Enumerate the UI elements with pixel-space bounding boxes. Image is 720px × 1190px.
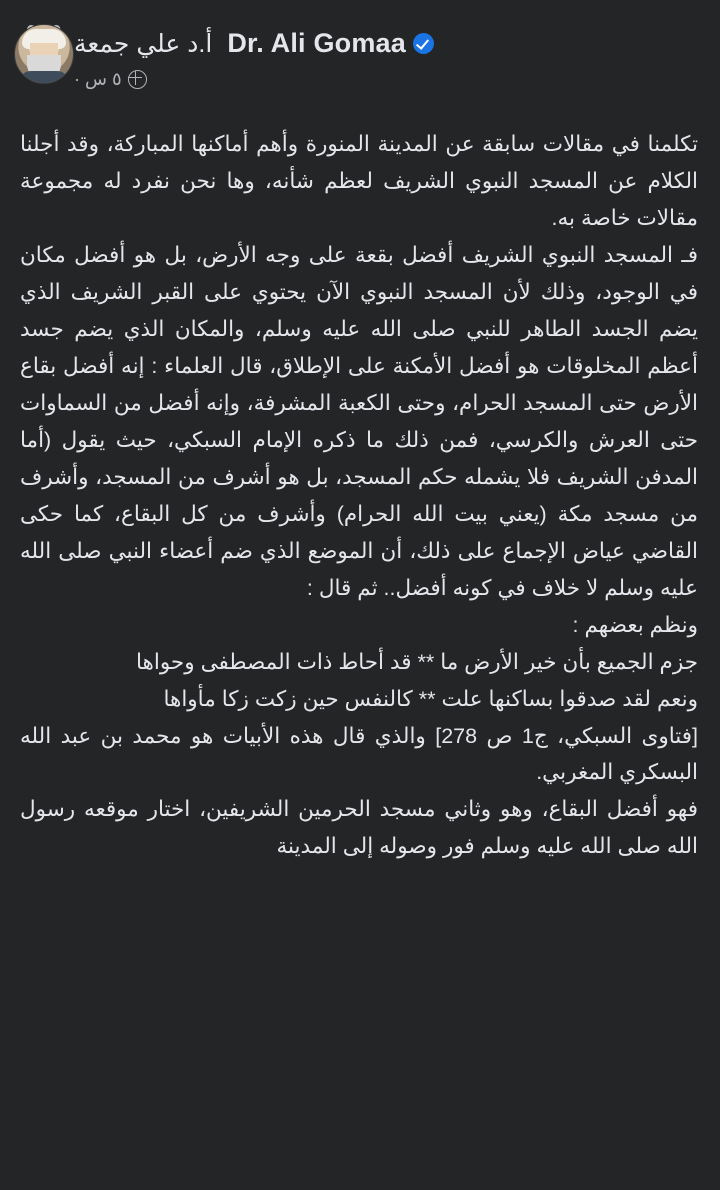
post-timestamp[interactable]: ٥ س · bbox=[74, 69, 122, 89]
post-paragraph: ونظم بعضهم : bbox=[572, 612, 698, 637]
post-paragraph: جزم الجميع بأن خير الأرض ما ** قد أحاط ذات المصطفى وحواها bbox=[135, 649, 698, 674]
post-header bbox=[0, 0, 720, 108]
post-paragraph: ونعم لقد صدقوا بساكنها علت ** كالنفس حين زكت زكا مأواها bbox=[163, 686, 698, 711]
post-meta bbox=[74, 69, 147, 90]
post-paragraph: [فتاوى السبكي، ج1 ص 278] والذي قال هذه الأبيات هو محمد بن عبد الله البسكري المغربي. bbox=[20, 723, 698, 785]
author-name-line bbox=[74, 28, 434, 59]
post-paragraph: فـ المسجد النبوي الشريف أفضل بقعة على وجه الأرض، بل هو أفضل مكان في الوجود، وذلك لأن المسجد النبوي الآن يحتوي على القبر الشريف الذي يضم الجسد الطاهر للنبي صلى الله عليه وسلم، والمكان الذي يضم جسد أعظم المخلوقات هو أفضل الأمكنة على الإطلاق، قال العلماء : إنه أفضل بقاع الأرض حتى المسجد الحرام، وحتى الكعبة المشرفة، وإنه أفضل من السماوات حتى العرش والكرسي، فمن ذلك ما ذكره الإمام السبكي، حيث يقول (أما المدفن الشريف فلا يشمله حكم المسجد، بل هو أشرف من المسجد، وأشرف من مسجد مكة (يعني بيت الله الحرام) وأشرف من كل البقاع، كما حكى القاضي عياض الإجماع على ذلك، أن الموضع الذي ضم أعضاء النبي صلى الله عليه وسلم لا خلاف في كونه أفضل.. ثم قال : bbox=[20, 242, 698, 600]
author-name-ar[interactable]: أ.د علي جمعة bbox=[74, 29, 213, 58]
author-block bbox=[74, 18, 694, 90]
post-text bbox=[0, 108, 720, 1190]
post-paragraph: تكلمنا في مقالات سابقة عن المدينة المنورة وأهم أماكنها المباركة، وقد أجلنا الكلام عن المسجد النبوي الشريف لعظم شأنه، وها نحن نفرد له مجموعة مقالات خاصة به. bbox=[20, 132, 698, 230]
author-name-en[interactable]: Dr. Ali Gomaa bbox=[227, 28, 406, 58]
globe-icon bbox=[128, 70, 147, 89]
avatar-body bbox=[19, 71, 69, 83]
avatar[interactable] bbox=[14, 24, 74, 84]
verified-badge-icon bbox=[413, 33, 434, 54]
post-paragraph: فهو أفضل البقاع، وهو وثاني مسجد الحرمين الشريفين، اختار موقعه رسول الله صلى الله عليه وسلم فور وصوله إلى المدينة bbox=[20, 797, 698, 859]
